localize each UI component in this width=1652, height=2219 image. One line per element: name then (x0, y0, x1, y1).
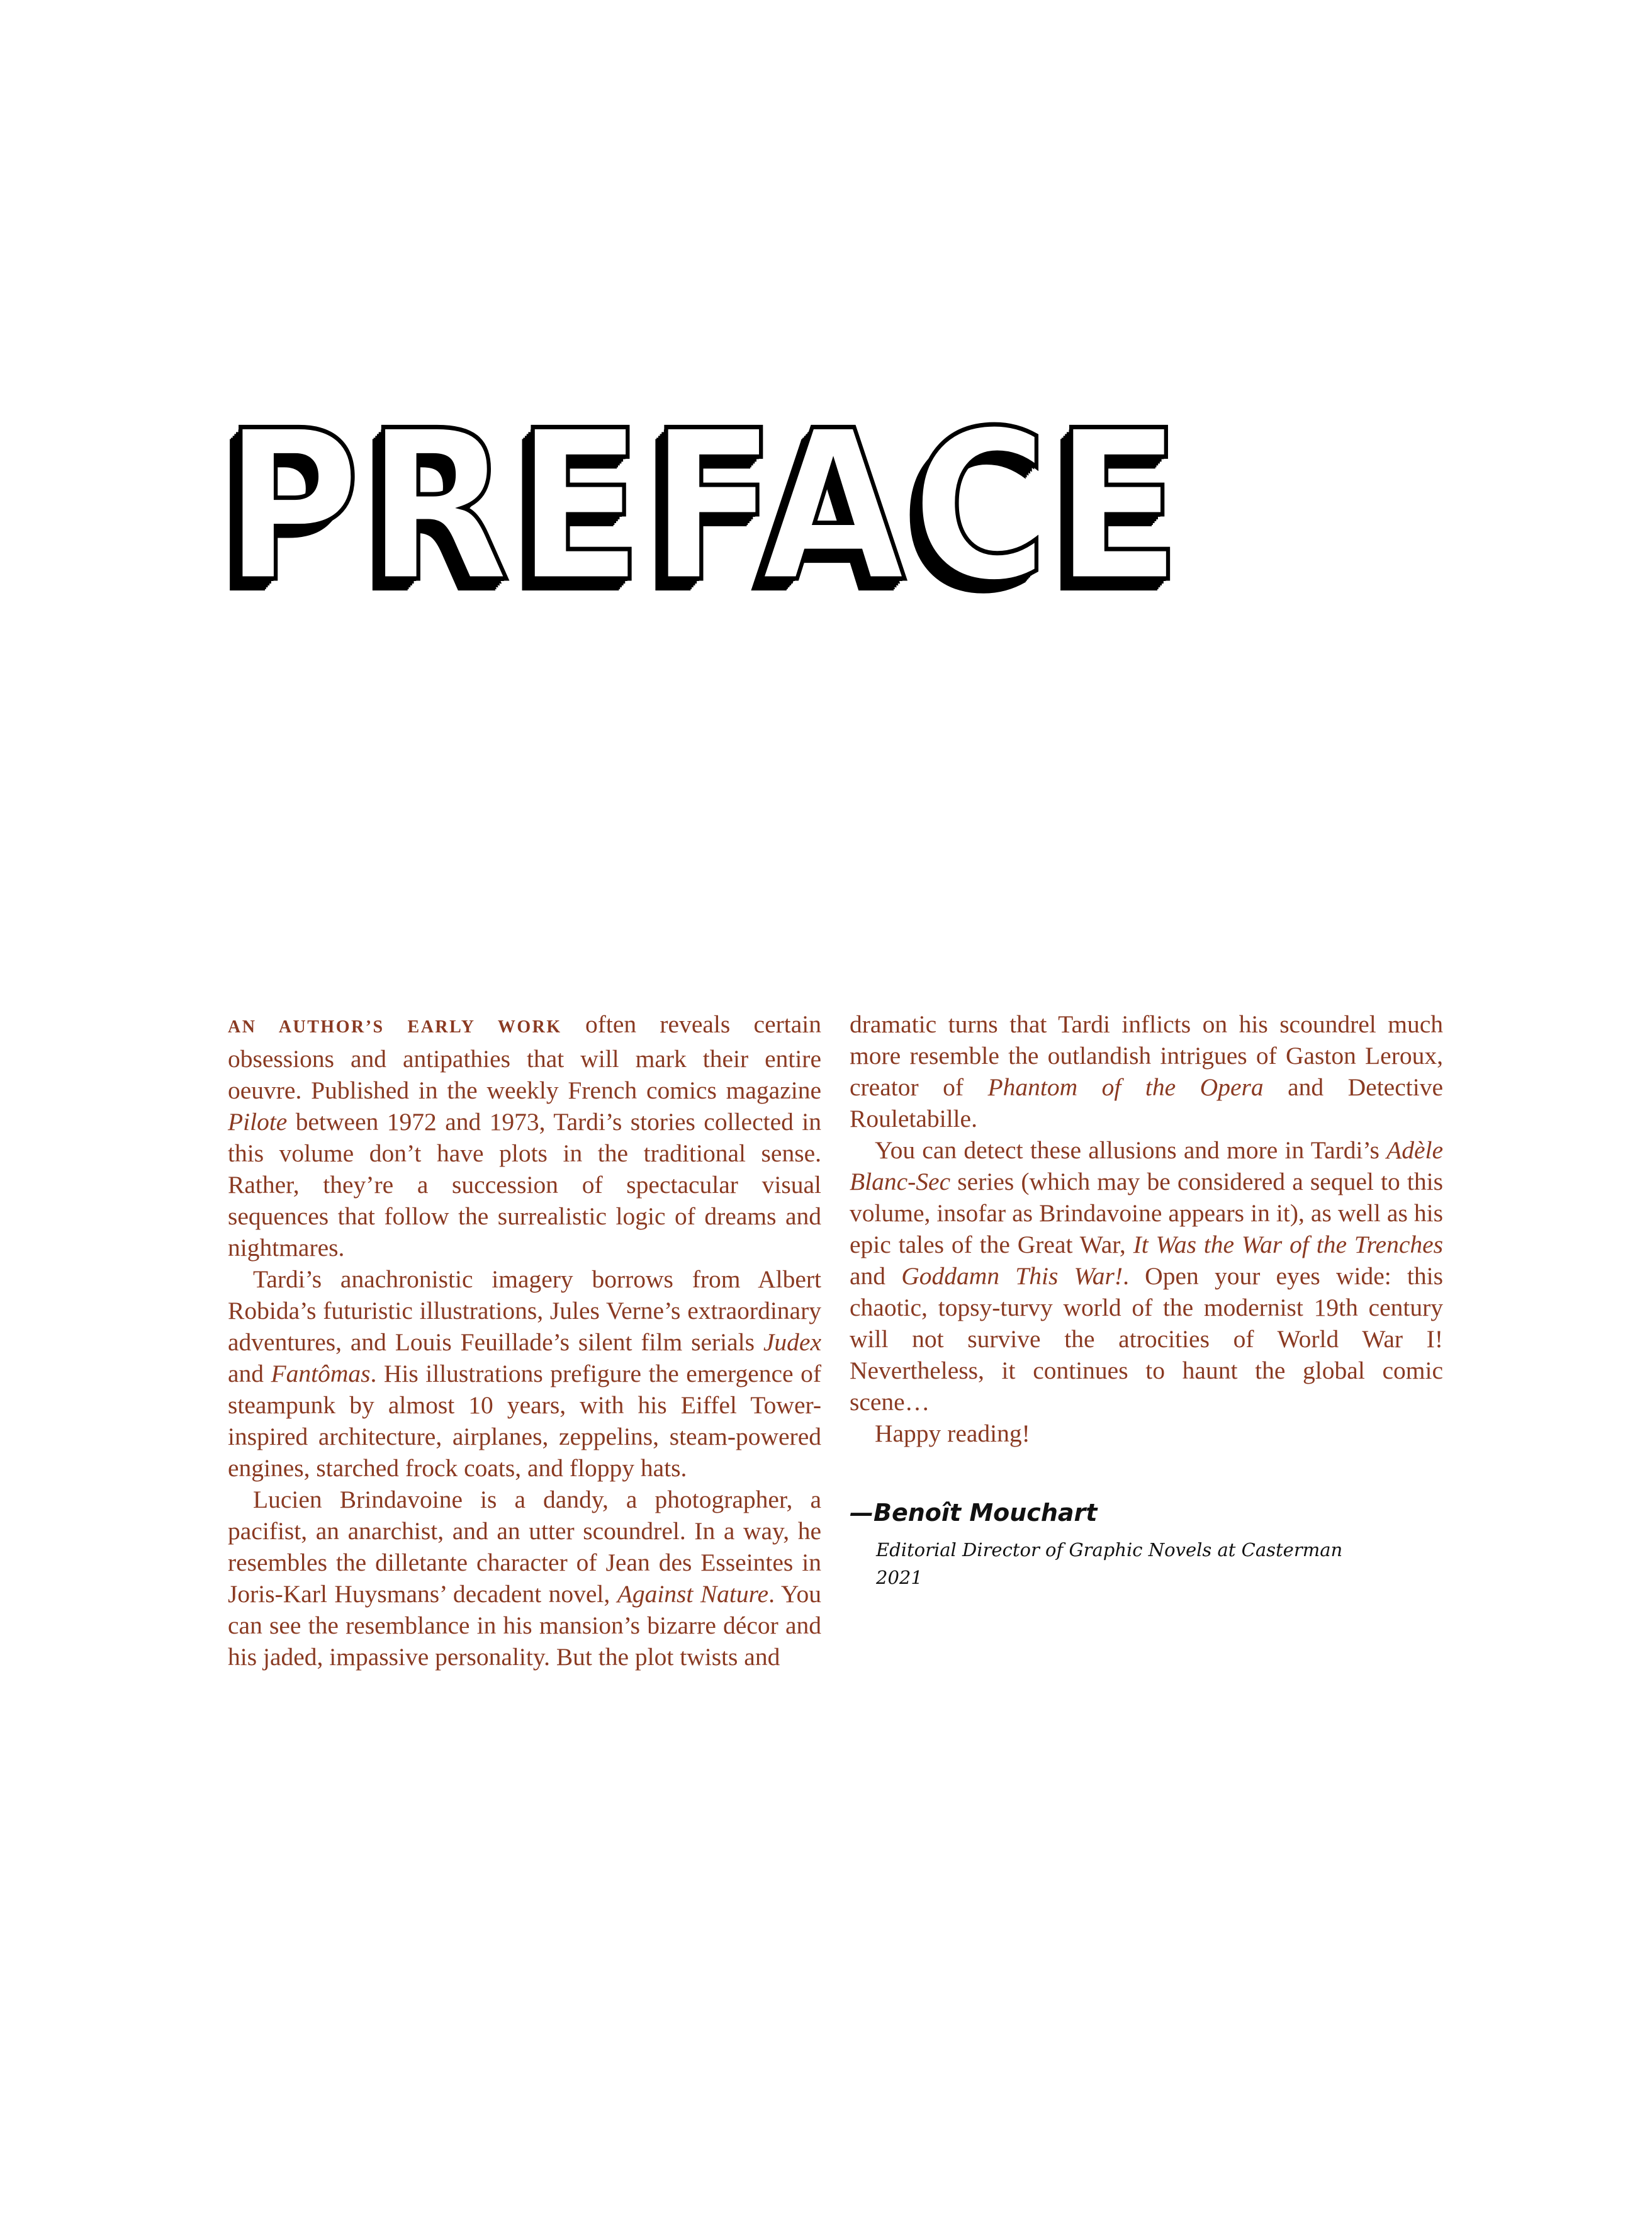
paragraph (228, 1484, 821, 1673)
italic-title: Against Nature (617, 1580, 769, 1608)
paragraph (850, 1008, 1443, 1134)
text-run: often reveals certain obsessions and antipathies that will mark their entire oeuvre. Published in the weekly French comics magazine (228, 1010, 821, 1104)
paragraph: Happy reading! (875, 1420, 1030, 1447)
text-run: You can detect these allusions and more in Tardi’s (875, 1136, 1387, 1164)
text-run: and (228, 1360, 271, 1387)
text-run: between 1972 and 1973, Tardi’s stories collected in this volume don’t have plots in the traditional sense. Rather, they’re a succession of spectacular visual sequences that follow the surrealistic logic of dreams and nightmares. (228, 1108, 821, 1262)
text-run: Lucien Brindavoine is a dandy, a photographer, a pacifist, an anarchist, and an utter scoundrel. In a way, he resembles the dilletante character of Jean des Esseintes in Joris-Karl Huysmans’ decadent novel, (228, 1486, 821, 1608)
signature-role: Editorial Director of Graphic Novels at Casterman (876, 1539, 1343, 1561)
left-column (228, 1008, 821, 1673)
italic-title: Phantom of the Opera (987, 1073, 1264, 1101)
page-title: PREFACE (223, 386, 1188, 628)
italic-title: Judex (763, 1328, 821, 1356)
italic-title: Fantômas (271, 1360, 371, 1387)
text-run: and Detective Rouletabille. (850, 1073, 1443, 1132)
text-run: and (850, 1262, 902, 1290)
text-run: . His illustrations prefigure the emergence of steampunk by almost 10 years, with his Eiffel Tower-inspired architecture, airplanes, zeppelins, steam-powered engines, starched frock coats, and floppy hats. (228, 1360, 821, 1482)
italic-title: Goddamn This War! (901, 1262, 1123, 1290)
text-run: series (which may be considered a sequel to this volume, insofar as Brindavoine appears in it), as well as his epic tales of the Great War, (850, 1168, 1443, 1258)
paragraph (228, 1008, 821, 1263)
italic-title: Pilote (228, 1108, 288, 1136)
signature-block (850, 1497, 1443, 1591)
italic-title: Adèle Blanc-Sec (850, 1136, 1443, 1195)
signature-name: —Benoît Mouchart (850, 1499, 1098, 1527)
italic-title: It Was the War of the Trenches (1133, 1231, 1444, 1258)
text-run: . You can see the resemblance in his mansion’s bizarre décor and his jaded, impassive personality. But the plot twists and (228, 1580, 821, 1671)
right-column (850, 1008, 1443, 1449)
paragraph (228, 1263, 821, 1484)
text-run: Tardi’s anachronistic imagery borrows from Albert Robida’s futuristic illustrations, Jules Verne’s extraordinary adventures, and Louis Feuillade’s silent film serials (228, 1265, 821, 1356)
paragraph (850, 1134, 1443, 1418)
text-run: . Open your eyes wide: this chaotic, topsy-turvy world of the modernist 19th century will not survive the atrocities of World War I! Nevertheless, it continues to haunt the global comic scene… (850, 1262, 1443, 1416)
signature-year: 2021 (876, 1567, 923, 1588)
lead-in-smallcaps: AN AUTHOR’S EARLY WORK (228, 1017, 562, 1037)
text-run: dramatic turns that Tardi inflicts on his scoundrel much more resemble the outlandish intrigues of Gaston Leroux, creator of (850, 1010, 1443, 1101)
